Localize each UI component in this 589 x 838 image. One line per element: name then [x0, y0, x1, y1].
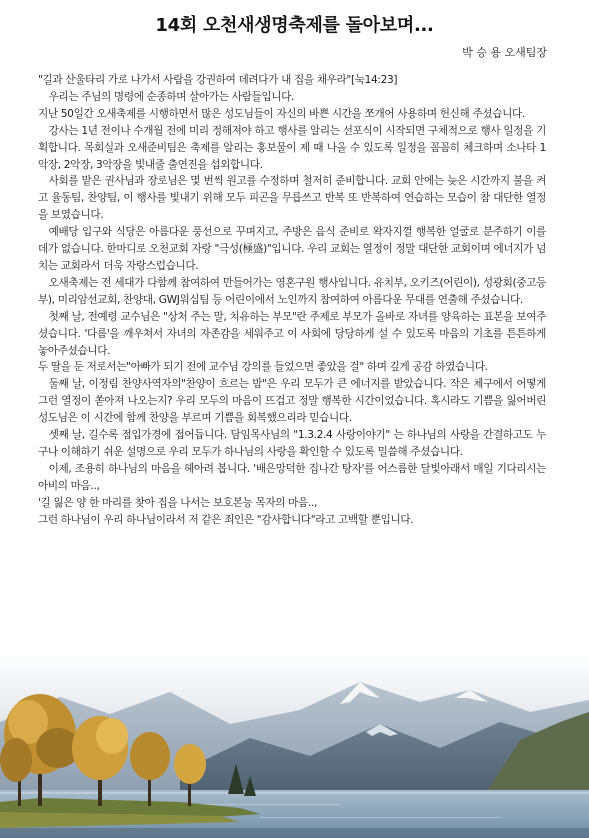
- paragraph: 강사는 1년 전이나 수개월 전에 미리 정해져야 하고 행사를 알리는 선포식이 시작되면 구체적으로 행사 일정을 기획합니다. 목회실과 오새준비팀은 축제를 알리는 홍보물이 제 때 나올 수 있도록 일정을 꼼꼼히 체크하며 소나타 1악장, 2악장, 3악장을 빛내줄 출연진을 섭외합니다.: [38, 124, 546, 171]
- page-title: 14회 오천새생명축제를 돌아보며...: [155, 15, 434, 36]
- paragraph: '길 잃은 양 한 마리를 찾아 집을 나서는 보호본능 목자의 마음..,: [38, 496, 317, 509]
- paragraph: 사회를 맡은 권사님과 장로님은 몇 번씩 원고를 수정하며 철저히 준비합니다. 교회 안에는 늦은 시간까지 불을 켜고 율동팀, 찬양팀, 이 행사를 빛내기 위해 모두 피곤을 무릅쓰고 반복 또 반복하여 연습하는 모습이 참 대단한 열정을 보였습니다.: [38, 175, 546, 222]
- paragraph: 지난 50일간 오새축제를 시행하면서 많은 성도님들이 자신의 바쁜 시간을 쪼개어 사용하며 헌신해 주셨습니다.: [38, 107, 525, 120]
- paragraph: 첫째 날, 전예령 교수님은 "상처 주는 말, 치유하는 부모"란 주제로 부모가 올바로 자녀를 양육하는 표본을 보여주셨습니다. '다름'을 깨우쳐서 자녀의 자존감을 세워주고 이 사회에 당당하게 설 수 있도록 마음의 기초를 튼튼하게 놓아주셨습니다.: [38, 310, 546, 357]
- paragraph: 예배당 입구와 식당은 아름다운 풍선으로 꾸며지고, 주방은 음식 준비로 왁자지껄 행복한 얼굴로 분주하기 이를 데가 없습니다. 한마디로 오천교회 자랑 "극성(極盛)"입니다. 우리 교회는 열정이 정말 대단한 교회이며 에너지가 넘치는 교회라서 더욱 자랑스럽습니다.: [38, 226, 546, 272]
- paragraph: 셋째 날, 길수록 점입가경에 접어듭니다. 담임목사님의 "1.3.2.4 사랑이야기" 는 하나님의 사랑을 간결하고도 누구나 이해하기 쉬운 설명으로 우리 모두가 하나님의 사랑을 확인할 수 있도록 밀씀해 주셨습니다.: [38, 429, 546, 458]
- paragraph: 우리는 주님의 명령에 순종하며 살아가는 사람들입니다.: [48, 90, 295, 103]
- lake-mountain-landscape-illustration: [0, 652, 589, 838]
- paragraph: 그런 하나님이 우리 하나님이라서 저 같은 죄인은 "감사합니다"라고 고백할 뿐입니다.: [38, 513, 414, 526]
- author-line: 박 승 용 오새팀장: [462, 46, 547, 59]
- paragraph: 오새축제는 전 세대가 다함께 참여하여 만들어가는 영혼구원 행사입니다. 유치부, 오키즈(어린이), 성광회(중고등부), 미리암선교회, 찬양대, GWJ워십팀 등 어린이에서 노인까지 참여하여 아름다운 무대를 연출해 주셨습니다.: [38, 276, 546, 306]
- paragraph: 이제, 조용히 하나님의 마음을 헤아려 봅니다. '배은망덕한 집나간 탕자'를 어스름한 달빛아래서 매일 기다리시는 아비의 마음..,: [38, 462, 546, 492]
- article-body: [38, 72, 546, 528]
- paragraph: "길과 산울타리 가로 나가서 사람을 강권하여 데려다가 내 집을 채우라"[눅14:23]: [38, 74, 398, 86]
- paragraph: 둘째 날, 이정림 찬양사역자의"찬양이 흐르는 밤"은 우리 모두가 큰 에너지를 받았습니다. 작은 체구에서 어떻게 그런 열정이 쏟아져 나오는지? 우리 모두의 마음이 뜨겁고 정말 행복한 시간이었습니다. 혹시라도 기쁨을 잃어버린 성도님은 이 시간에 함께 찬양을 부르며 기쁨을 회복했으리라 믿습니다.: [38, 378, 546, 425]
- paragraph: 두 딸을 둔 저로서는"아빠가 되기 전에 교수님 강의를 들었으면 좋았을 걸" 하며 깊게 공감 하였습니다.: [38, 361, 488, 374]
